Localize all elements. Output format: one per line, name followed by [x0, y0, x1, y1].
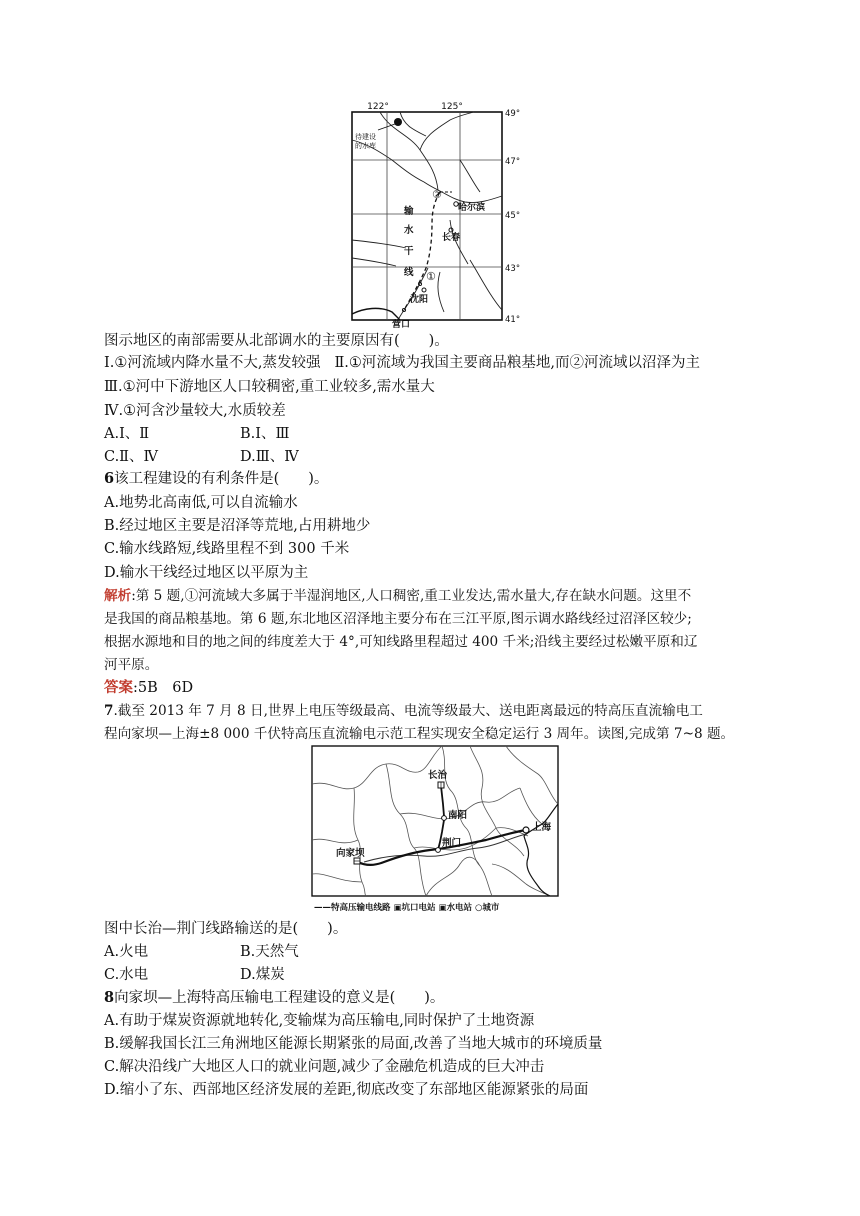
river-2-marker: ②: [432, 188, 442, 201]
map2-legend: ——特高压输电线路 ▣坑口电站 ▣水电站 ○城市: [314, 903, 500, 913]
lon-label-122: 122°: [367, 102, 389, 112]
q7-option-a[interactable]: A.火电: [104, 944, 149, 960]
canal-char-4: 线: [404, 267, 414, 278]
q8-option-a[interactable]: A.有助于煤炭资源就地转化,变输煤为高压输电,同时保护了土地资源: [104, 1013, 535, 1029]
q5-option-d[interactable]: D.Ⅲ、Ⅳ: [240, 449, 299, 465]
q8-option-c[interactable]: C.解决沿线广大地区人口的就业问题,减少了金融危机造成的巨大冲击: [104, 1059, 545, 1075]
q8-number: 8: [104, 989, 115, 1006]
river-1-marker: ①: [426, 270, 436, 283]
analysis-line-2: 是我国的商品粮基地。第 6 题,东北地区沼泽地主要分布在三江平原,图示调水路线经过沼泽区较少;: [104, 611, 692, 627]
harbin-label: 哈尔滨: [458, 203, 486, 213]
analysis-line-1: [104, 586, 691, 606]
lat-label-41: 41°: [505, 315, 520, 325]
q7-option-c[interactable]: C.水电: [104, 967, 149, 983]
q5-option-a[interactable]: A.Ⅰ、Ⅱ: [104, 426, 150, 442]
changchun-label: 长春: [442, 233, 461, 243]
canal-char-3: 干: [404, 246, 414, 257]
analysis-line-3: 根据水源地和目的地之间的纬度差大于 4°,可知线路里程超过 400 千米;沿线主要经过松嫩平原和辽: [104, 634, 698, 650]
q8-option-d[interactable]: D.缩小了东、西部地区经济发展的差距,彻底改变了东部地区能源紧张的局面: [104, 1082, 589, 1098]
lat-label-47: 47°: [505, 157, 520, 167]
answer-line: [104, 678, 193, 698]
answer-text: :5B 6D: [133, 680, 194, 696]
q6-option-c[interactable]: C.输水线路短,线路里程不到 300 千米: [104, 541, 350, 557]
yingkou-label: 营口: [392, 320, 411, 328]
lat-label-49: 49°: [505, 109, 520, 119]
uhv-transmission-map: [310, 744, 560, 914]
q5-option-c[interactable]: C.Ⅱ、Ⅳ: [104, 449, 159, 465]
q5-statement-2-text: Ⅱ.①河流域为我国主要商品粮基地,而②河流域以沼泽为主: [334, 355, 701, 371]
q6-stem-text: 该工程建设的有利条件是( )。: [114, 471, 329, 487]
reservoir-label-line1: 待建设: [355, 133, 376, 141]
q6-number: 6: [104, 470, 115, 487]
q5-statement-4: Ⅳ.①河含沙量较大,水质较差: [104, 403, 286, 419]
q5-statement-1: [104, 353, 700, 373]
q8-stem: [104, 988, 444, 1008]
q8-option-b[interactable]: B.缓解我国长江三角洲地区能源长期紧张的局面,改善了当地大城市的环境质量: [104, 1036, 603, 1052]
analysis-line-4: 河平原。: [104, 657, 159, 673]
shanghai-city-dot: [523, 827, 529, 833]
q7-number: 7: [104, 703, 114, 719]
q7-stem: 图中长治—荆门线路输送的是( )。: [104, 921, 348, 937]
shanghai-label: 上海: [532, 822, 552, 833]
changchun-city-dot: [449, 228, 453, 232]
lat-label-43: 43°: [505, 264, 520, 274]
q5-statement-1-text: Ⅰ.①河流域内降水量不大,蒸发较强: [104, 355, 321, 371]
jingmen-city-dot: [436, 848, 441, 853]
analysis-text-1: :第 5 题,①河流域大多属于半湿润地区,人口稠密,重工业发达,需水量大,存在缺水问题。这里不: [131, 588, 692, 604]
canal-char-1: 输: [404, 206, 414, 217]
q7-option-d[interactable]: D.煤炭: [240, 967, 285, 983]
q8-stem-text: 向家坝—上海特高压输电工程建设的意义是( )。: [114, 990, 445, 1006]
northeast-water-transfer-map: [340, 100, 520, 328]
reservoir-label-line2: 的水库: [355, 142, 376, 150]
lat-label-45: 45°: [505, 211, 520, 221]
xiangjiaba-label: 向家坝: [336, 848, 365, 859]
q6-option-a[interactable]: A.地势北高南低,可以自流输水: [104, 495, 298, 511]
shenyang-label: 沈阳: [410, 295, 429, 305]
q6-stem: [104, 469, 328, 489]
answer-label: 答案: [104, 679, 133, 696]
q7-intro-line-1: [104, 701, 703, 721]
shenyang-city-dot: [422, 288, 426, 292]
q5-stem: 图示地区的南部需要从北部调水的主要原因有( )。: [104, 333, 449, 349]
q6-option-b[interactable]: B.经过地区主要是沼泽等荒地,占用耕地少: [104, 518, 371, 534]
canal-char-2: 水: [404, 225, 414, 236]
q7-intro-line-2: 程向家坝—上海±8 000 千伏特高压直流输电示范工程实现安全稳定运行 3 周年。读图,完成第 7~8 题。: [104, 726, 735, 742]
q6-option-d[interactable]: D.输水干线经过地区以平原为主: [104, 565, 309, 581]
q7-option-b[interactable]: B.天然气: [240, 944, 299, 960]
lon-label-125: 125°: [441, 102, 463, 112]
q7-intro-text-1: .截至 2013 年 7 月 8 日,世界上电压等级最高、电流等级最大、送电距离最远的特高压直流输电工: [113, 703, 703, 719]
jingmen-label: 荆门: [442, 838, 462, 849]
q5-option-b[interactable]: B.Ⅰ、Ⅲ: [240, 426, 290, 442]
analysis-label: 解析: [104, 588, 132, 604]
q5-statement-3: Ⅲ.①河中下游地区人口较稠密,重工业较多,需水量大: [104, 379, 435, 395]
nanyang-label: 南阳: [448, 810, 468, 821]
nanyang-city-dot: [442, 816, 447, 821]
changzhi-label: 长治: [428, 770, 448, 781]
